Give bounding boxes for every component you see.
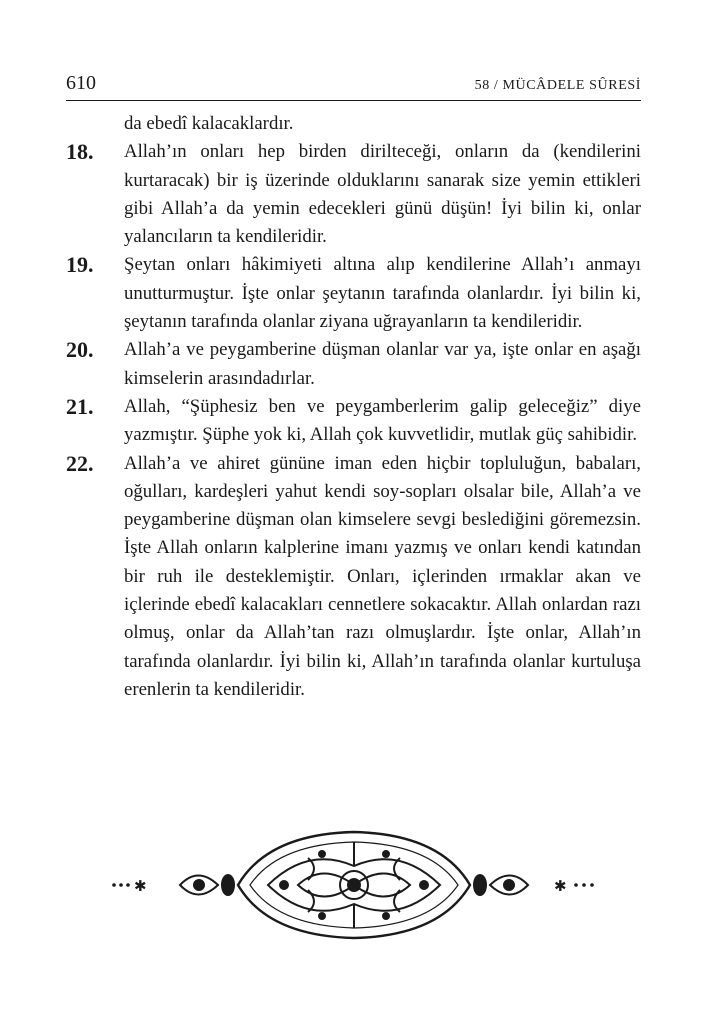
- surah-title: 58 / MÜCÂDELE SÛRESİ: [474, 78, 641, 93]
- verse-number: 20.: [66, 337, 94, 363]
- svg-text:✱: ✱: [134, 877, 147, 895]
- verse-number: 18.: [66, 139, 94, 165]
- verse-number: 21.: [66, 393, 94, 419]
- verse-text: Allah’ın onları hep birden dirilteceği, onların da (kendilerini kurtaracak) bir iş üzerinde olduklarını sanarak size yemin ettikleri gibi Allah’a da yemin edecekleri günü düşün! İyi bilin ki, onlar yalancıların ta kendileridir.: [124, 141, 641, 248]
- verse-22: [66, 450, 641, 705]
- floral-ornament-icon: [108, 826, 600, 944]
- verse-20: [66, 336, 641, 393]
- page-header: [66, 70, 641, 101]
- continuation-text: da ebedî kalacaklardır.: [124, 113, 294, 134]
- verse-19: [66, 251, 641, 336]
- verse-text: Allah’a ve ahiret gününe iman eden hiçbir topluluğun, babaları, oğulları, kardeşleri yahut kendi soy-sopları olsalar bile, Allah’a ve peygamberine düşman olan kimselere sevgi beslediğini göremezsin. İşte Allah onların kalplerine imanı yazmış ve onları kendi katından bir ruh ile desteklemiştir. Onları, içlerinden ırmaklar akan ve içlerinde ebedî kalacakları cennetlere sokacaktır. Allah onlardan razı olmuş, onlar da Allah’tan razı olmuşlardır. İşte onlar, Allah’ın tarafında olanlardır. İyi bilin ki, Allah’ın tarafında olanlar kurtuluşa erenlerin ta kendileridir.: [124, 452, 641, 700]
- verse-text: Allah’a ve peygamberine düşman olanlar var ya, işte onlar en aşağı kimselerin arasındadırlar.: [124, 339, 641, 389]
- verse-number: 22.: [66, 450, 94, 476]
- verse-text: Şeytan onları hâkimiyeti altına alıp kendilerine Allah’ı anmayı unutturmuştur. İşte onlar şeytanın tarafında olanlardır. İyi bilin ki, şeytanın tarafında olanlar ziyana uğrayanların ta kendileridir.: [124, 254, 641, 333]
- page-number: 610: [66, 72, 96, 94]
- svg-text:✱: ✱: [554, 877, 567, 895]
- page-content: [66, 110, 641, 704]
- verse-21: [66, 393, 641, 450]
- verse-text: Allah, “Şüphesiz ben ve peygamberlerim galip geleceğiz” diye yazmıştır. Şüphe yok ki, Allah çok kuvvetlidir, mutlak güç sahibidir.: [124, 395, 641, 446]
- verse-number: 19.: [66, 252, 94, 278]
- verse-18: [66, 138, 641, 251]
